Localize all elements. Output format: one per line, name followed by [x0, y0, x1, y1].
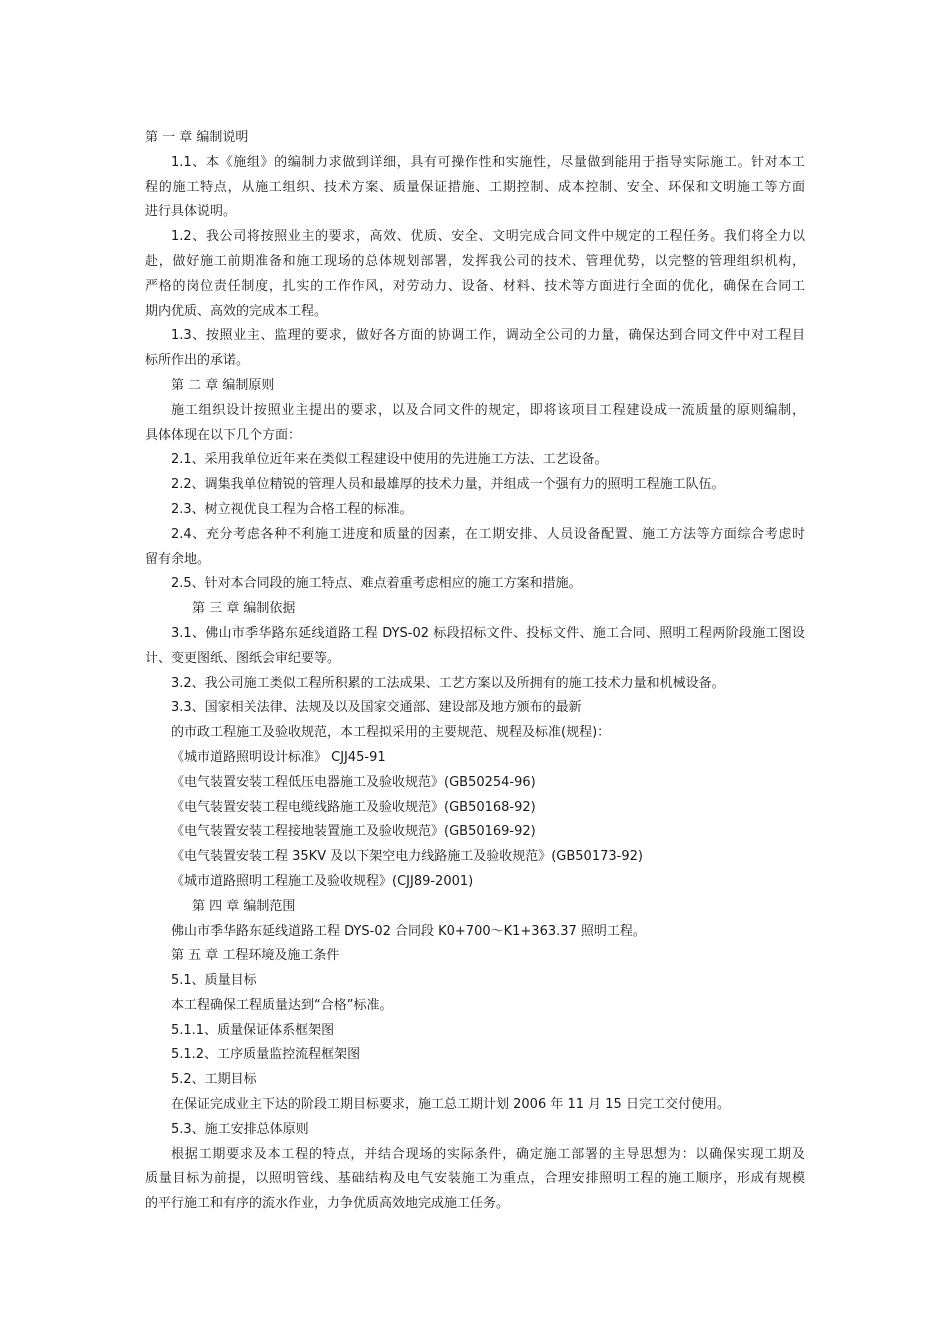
chapter-4-heading: 第 四 章 编制范围 — [192, 898, 296, 914]
paragraph-line: 佛山市季华路东延线道路工程 DYS-02 合同段 K0+700～K1+363.37 照明工程。 — [171, 923, 646, 939]
chapter-5-heading: 第 五 章 工程环境及施工条件 — [171, 948, 340, 964]
standard-item: 《电气装置安装工程接地装置施工及验收规范》(GB50169-92) — [171, 824, 536, 840]
paragraph-line: 赴，做好施工前期准备和施工现场的总体规划部署，发挥我公司的技术、管理优势，以完整的管理组织机构， — [145, 253, 805, 269]
paragraph-line: 2.1、采用我单位近年来在类似工程建设中使用的先进施工方法、工艺设备。 — [171, 452, 608, 468]
paragraph-line: 本工程确保工程质量达到“合格”标准。 — [171, 997, 393, 1013]
paragraph-line: 2.2、调集我单位精锐的管理人员和最雄厚的技术力量，并组成一个强有力的照明工程施工队伍。 — [171, 477, 725, 493]
paragraph-line: 计、变更图纸、图纸会审纪要等。 — [145, 650, 341, 666]
section-heading: 5.2、工期目标 — [171, 1072, 257, 1088]
standard-item: 《电气装置安装工程低压电器施工及验收规范》(GB50254-96) — [171, 774, 536, 790]
document-page — [145, 126, 805, 1217]
paragraph-line: 根据工期要求及本工程的特点，并结合现场的实际条件，确定施工部署的主导思想为：以确保实现工期及 — [171, 1146, 805, 1162]
paragraph-line: 2.5、针对本合同段的施工特点、难点着重考虑相应的施工方案和措施。 — [171, 576, 582, 592]
paragraph-line: 具体体现在以下几个方面： — [145, 427, 302, 443]
chapter-3-heading: 第 三 章 编制依据 — [192, 601, 296, 617]
section-heading: 5.1.1、质量保证体系框架图 — [171, 1022, 335, 1038]
paragraph-line: 1.3、按照业主、监理的要求，做好各方面的协调工作，调动全公司的力量，确保达到合同文件中对工程目 — [171, 328, 805, 344]
paragraph-line: 的市政工程施工及验收规范，本工程拟采用的主要规范、规程及标准(规程)： — [171, 725, 611, 741]
standard-item: 《城市道路照明工程施工及验收规程》(CJJ89-2001) — [171, 873, 474, 889]
paragraph-line: 留有余地。 — [145, 551, 211, 567]
paragraph-line: 的平行施工和有序的流水作业，力争优质高效地完成施工任务。 — [145, 1196, 510, 1212]
paragraph-line: 质量目标为前提，以照明管线、基础结构及电气安装施工为重点，合理安排照明工程的施工顺序，形成有规模 — [145, 1171, 805, 1187]
paragraph-line: 1.1、本《施组》的编制力求做到详细，具有可操作性和实施性，尽量做到能用于指导实际施工。针对本工 — [171, 154, 805, 170]
standard-item: 《城市道路照明设计标准》 CJJ45-91 — [171, 749, 386, 765]
paragraph-line: 施工组织设计按照业主提出的要求，以及合同文件的规定，即将该项目工程建设成一流质量的原则编制， — [171, 402, 805, 418]
paragraph-line: 1.2、我公司将按照业主的要求，高效、优质、安全、文明完成合同文件中规定的工程任务。我们将全力以 — [171, 229, 805, 245]
section-heading: 5.1、质量目标 — [171, 973, 257, 989]
paragraph-line: 在保证完成业主下达的阶段工期目标要求，施工总工期计划 2006 年 11 月 15 日完工交付使用。 — [171, 1097, 730, 1113]
chapter-1-heading: 第 一 章 编制说明 — [145, 130, 249, 145]
paragraph-line: 3.3、国家相关法律、法规及以及国家交通部、建设部及地方颁布的最新 — [171, 700, 582, 716]
paragraph-line: 3.2、我公司施工类似工程所积累的工法成果、工艺方案以及所拥有的施工技术力量和机械设备。 — [171, 675, 725, 691]
paragraph-line: 严格的岗位责任制度，扎实的工作作风，对劳动力、设备、材料、技术等方面进行全面的优化，确保在合同工 — [145, 278, 805, 294]
paragraph-line: 3.1、佛山市季华路东延线道路工程 DYS-02 标段招标文件、投标文件、施工合同、照明工程两阶段施工图设 — [171, 625, 805, 641]
paragraph-line: 程的施工特点，从施工组织、技术方案、质量保证措施、工期控制、成本控制、安全、环保和文明施工等方面 — [145, 179, 805, 195]
standard-item: 《电气装置安装工程电缆线路施工及验收规范》(GB50168-92) — [171, 799, 536, 815]
paragraph-line: 2.3、树立视优良工程为合格工程的标准。 — [171, 501, 413, 517]
paragraph-line: 期内优质、高效的完成本工程。 — [145, 303, 328, 319]
section-heading: 5.3、施工安排总体原则 — [171, 1121, 309, 1137]
paragraph-line: 2.4、充分考虑各种不利施工进度和质量的因素，在工期安排、人员设备配置、施工方法等方面综合考虑时 — [171, 526, 805, 542]
standard-item: 《电气装置安装工程 35KV 及以下架空电力线路施工及验收规范》(GB50173-92) — [171, 849, 643, 865]
section-heading: 5.1.2、工序质量监控流程框架图 — [171, 1047, 361, 1063]
paragraph-line: 进行具体说明。 — [145, 204, 237, 220]
chapter-2-heading: 第 二 章 编制原则 — [171, 377, 275, 393]
paragraph-line: 标所作出的承诺。 — [145, 353, 250, 369]
